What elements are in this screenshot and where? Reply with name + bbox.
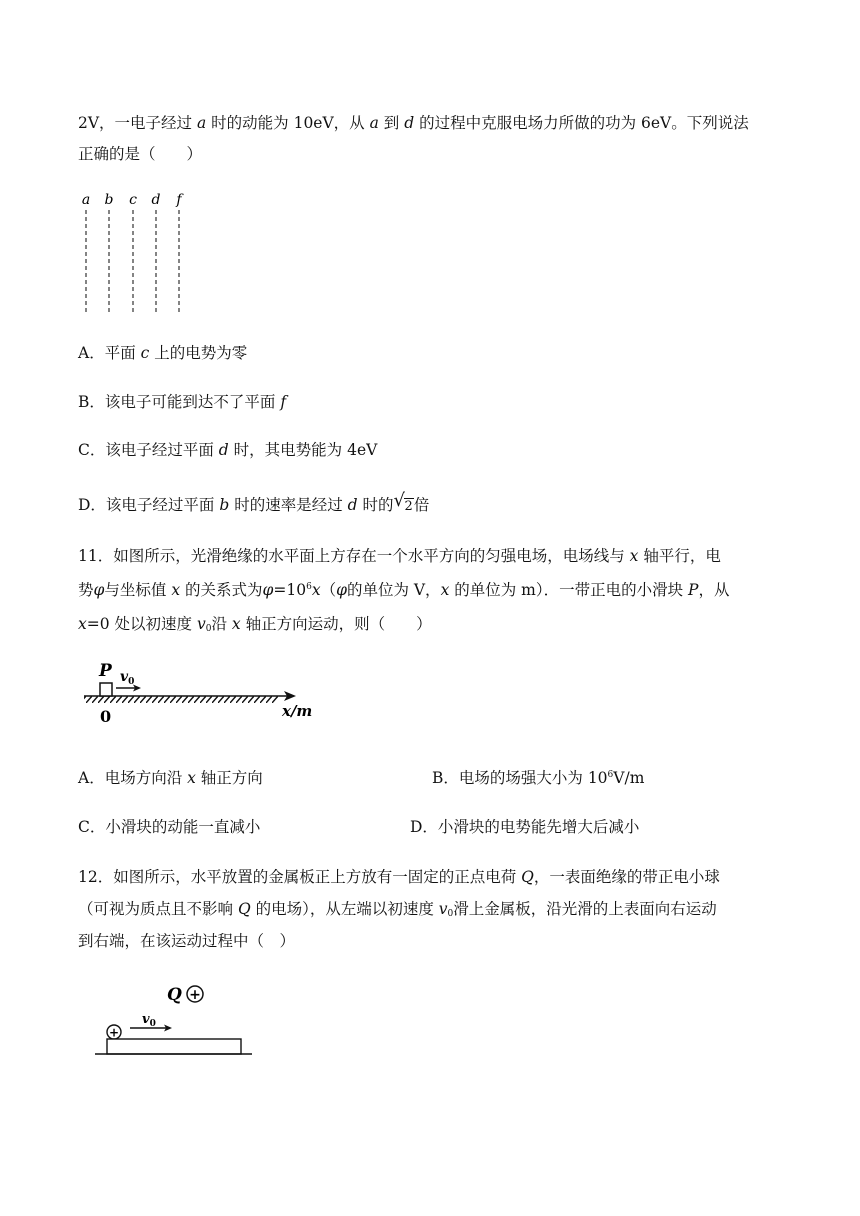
plane-c — [129, 192, 137, 312]
sqrt-expression: √ 2 — [393, 490, 413, 514]
ball-plus-icon: + — [108, 1025, 120, 1040]
q11-stem-line2: 势φ与坐标值 x 的关系式为$\varphi=10^6x(\varphi$的单位为 V，x 的单位为 m）．一带正电的小滑块 P，从 — [78, 581, 730, 599]
label-q: Q — [167, 985, 182, 1005]
plane-a — [82, 192, 90, 312]
q12-stem-line3: 到右端，在该运动过程中（ ） — [78, 932, 296, 950]
q10-option-d: D．该电子经过平面 b 时的速率是经过 d 时的 √ 2倍 — [78, 490, 430, 514]
label-p: P — [99, 661, 112, 681]
q10-option-a: A．平面 c 上的电势为零 — [78, 344, 248, 362]
q11-option-d: D．小滑块的电势能先增大后减小 — [410, 818, 640, 836]
plane-b — [105, 192, 114, 312]
plane-label-c: c — [129, 192, 137, 208]
metal-plate-figure — [90, 980, 260, 1060]
plane-d — [152, 192, 161, 312]
q11-option-b: B．电场的场强大小为 $10^6V/m$ — [432, 769, 645, 787]
plane-label-f: f — [176, 192, 182, 208]
q11-stem-line3: x=0 处以初速度 $v_0$沿 x 轴正方向运动，则（ ） — [78, 615, 432, 634]
ground-hatching — [84, 696, 278, 703]
label-origin: 0 — [100, 707, 112, 726]
plane-label-a: a — [81, 192, 91, 208]
equipotential-planes-figure — [76, 188, 196, 318]
q11-stem-line1: 11．如图所示，光滑绝缘的水平面上方存在一个水平方向的匀强电场，电场线与 x 轴平行，电 — [78, 547, 721, 565]
q10-option-b: B．该电子可能到达不了平面 f — [78, 393, 287, 411]
q12-stem-line1: 12．如图所示，水平放置的金属板正上方放有一固定的正点电荷 Q，一表面绝缘的带正电小球 — [78, 868, 720, 886]
sliding-block-figure — [80, 654, 320, 726]
charge-q-plus-icon: + — [189, 987, 201, 1003]
q10-stem-line1: 2V，一电子经过 a 时的动能为 10eV，从 a 到 d 的过程中克服电场力所做的功为 6eV。下列说法 — [78, 114, 749, 132]
label-v0: $v_0$ — [120, 669, 135, 687]
metal-plate — [107, 1039, 241, 1054]
plane-label-d: d — [151, 192, 161, 208]
label-x-axis: x/m — [282, 702, 313, 720]
q11-option-c: C．小滑块的动能一直减小 — [78, 818, 261, 836]
q10-option-c: C．该电子经过平面 d 时，其电势能为 4eV — [78, 441, 378, 459]
q10-stem-line2: 正确的是（ ） — [78, 145, 203, 163]
block-p — [100, 683, 112, 696]
label-v0: $v_0$ — [142, 1012, 156, 1029]
q12-stem-line2: （可视为质点且不影响 Q 的电场），从左端以初速度 $v_0$滑上金属板，沿光滑的上表面向右运动 — [78, 900, 717, 919]
q11-option-a: A．电场方向沿 x 轴正方向 — [78, 769, 263, 787]
plane-f — [175, 192, 184, 312]
plane-label-b: b — [104, 192, 114, 208]
